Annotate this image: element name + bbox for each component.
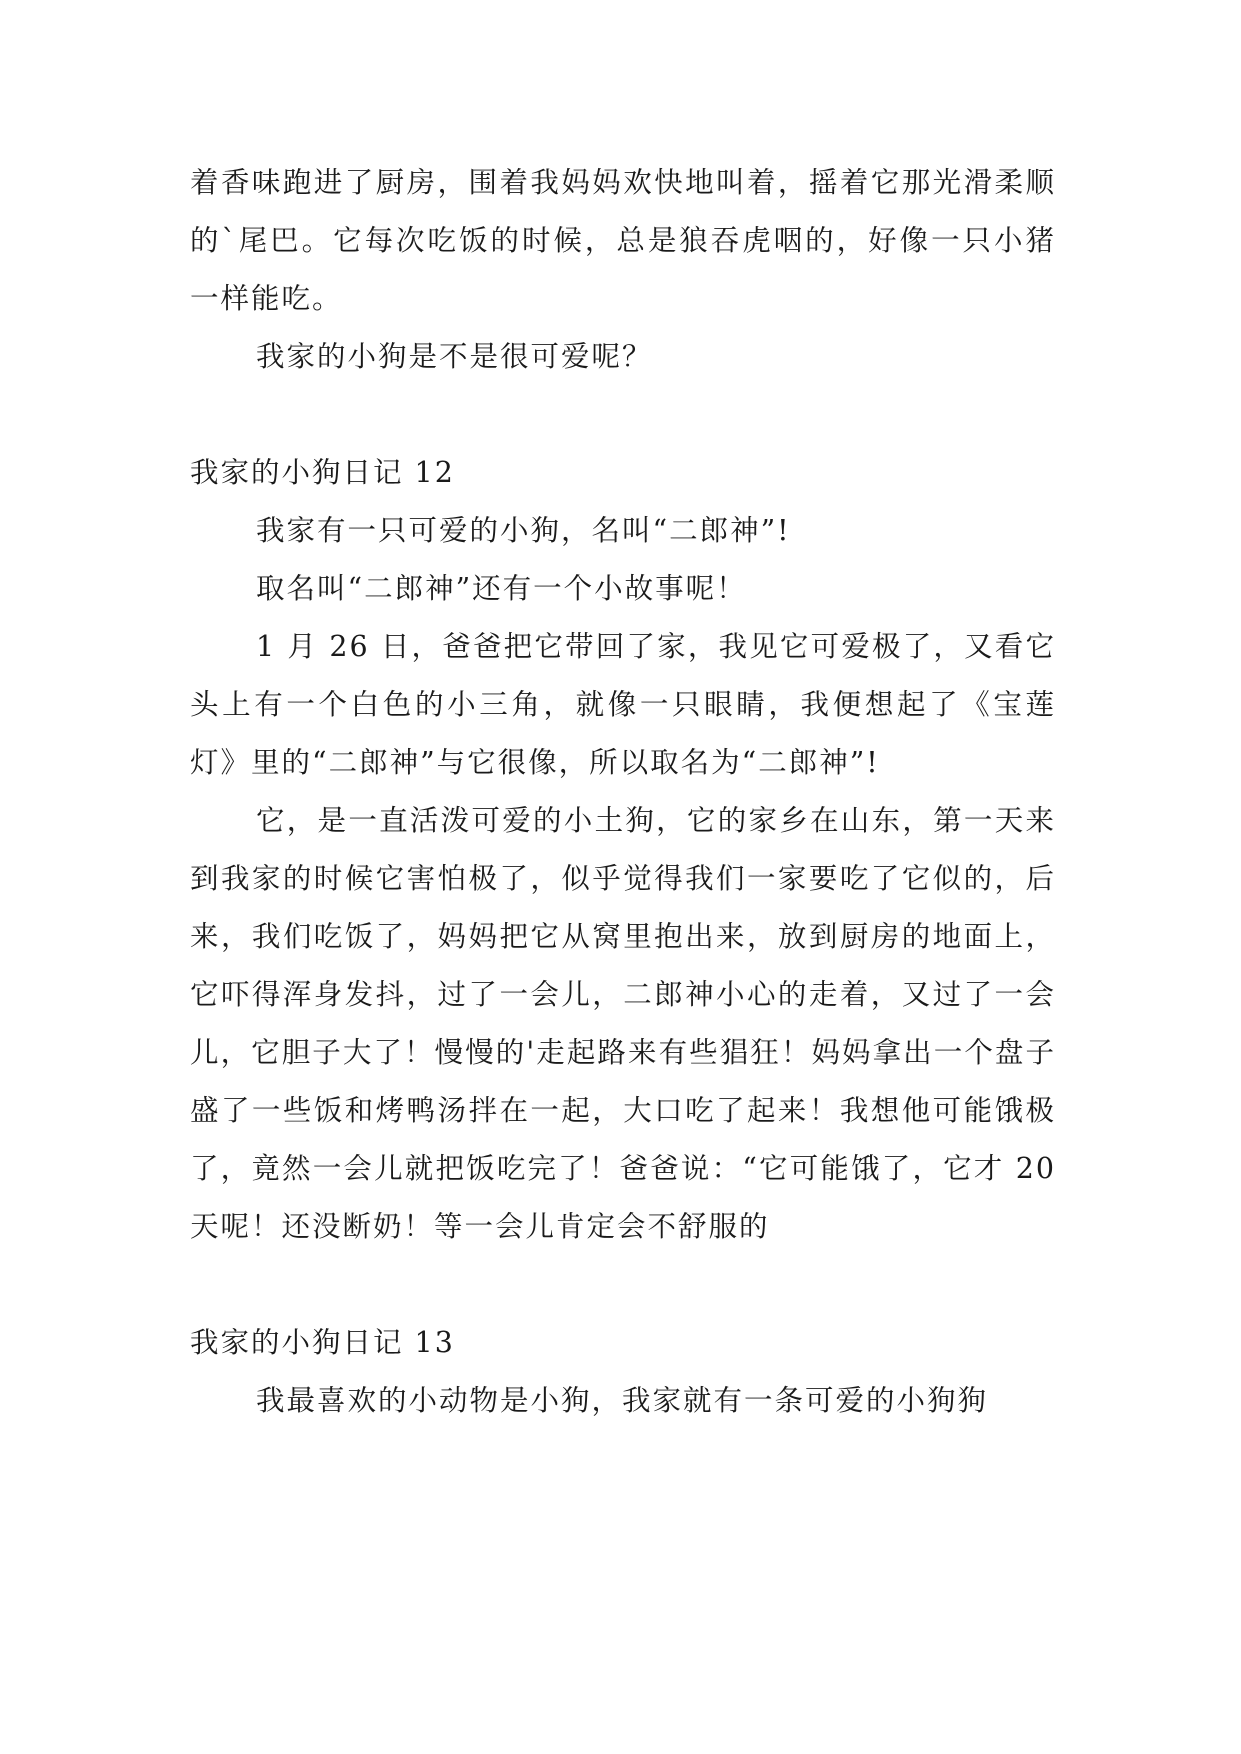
document-body bbox=[190, 154, 1056, 1430]
paragraph: 我最喜欢的小动物是小狗，我家就有一条可爱的小狗狗 bbox=[256, 1384, 989, 1417]
section-gap bbox=[190, 1256, 1056, 1314]
section-title: 我家的小狗日记 13 bbox=[190, 1326, 455, 1359]
paragraph: 取名叫“二郎神”还有一个小故事呢！ bbox=[256, 572, 747, 605]
paragraph: 它，是一直活泼可爱的小土狗，它的家乡在山东，第一天来到我家的时候它害怕极了，似乎觉得我们一家要吃了它似的，后来，我们吃饭了，妈妈把它从窝里抱出来，放到厨房的地面上，它吓得浑身发抖，过了一会儿，二郎神小心的走着，又过了一会儿，它胆子大了！慢慢的'走起路来有些猖狂！妈妈拿出一个盘子盛了一些饭和烤鸭汤拌在一起，大口吃了起来！我想他可能饿极了，竟然一会儿就把饭吃完了！爸爸说：“它可能饿了，它才 20 天呢！还没断奶！等一会儿肯定会不舒服的 bbox=[190, 804, 1056, 1243]
paragraph: 我家的小狗是不是很可爱呢？ bbox=[256, 340, 653, 373]
paragraph: 1 月 26 日，爸爸把它带回了家，我见它可爱极了，又看它头上有一个白色的小三角，就像一只眼睛，我便想起了《宝莲灯》里的“二郎神”与它很像，所以取名为“二郎神”! bbox=[190, 630, 1056, 779]
paragraph: 着香味跑进了厨房，围着我妈妈欢快地叫着，摇着它那光滑柔顺的`尾巴。它每次吃饭的时候，总是狼吞虎咽的，好像一只小猪一样能吃。 bbox=[190, 166, 1056, 315]
paragraph: 我家有一只可爱的小狗，名叫“二郎神”! bbox=[256, 514, 791, 547]
section-title: 我家的小狗日记 12 bbox=[190, 456, 455, 489]
section-gap bbox=[190, 386, 1056, 444]
